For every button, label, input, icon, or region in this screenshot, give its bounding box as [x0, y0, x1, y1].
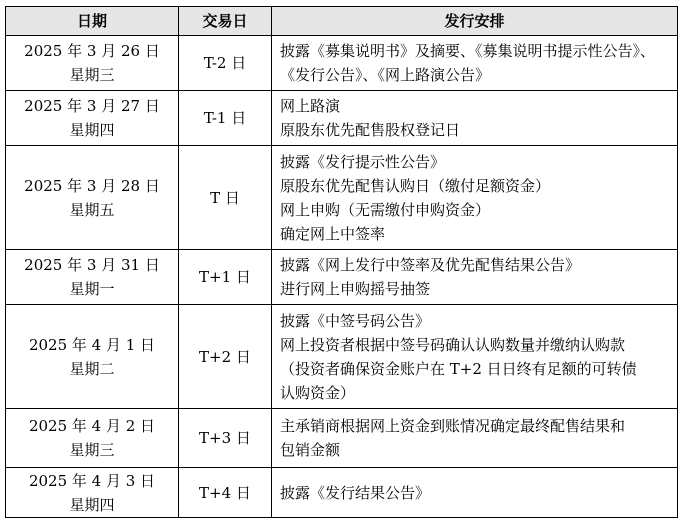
arrangement-line: 主承销商根据网上资金到账情况确定最终配售结果和 [280, 417, 626, 435]
date-cell [6, 409, 179, 468]
date-text: 2025 年 3 月 26 日 [24, 42, 160, 60]
arrangement-line: 网上申购（无需缴付申购资金） [280, 200, 491, 219]
date-text: 2025 年 4 月 1 日 [28, 335, 156, 354]
table-row [6, 36, 678, 91]
weekday-text: 星期二 [69, 359, 115, 378]
table-row [6, 468, 678, 518]
header-trading-day: 交易日 [179, 7, 272, 36]
weekday-text: 星期一 [69, 280, 115, 298]
arrangement-line: 《发行公告》、《网上路演公告》 [280, 66, 491, 84]
header-date: 日期 [6, 7, 179, 36]
arrangement-cell [272, 91, 678, 146]
date-text: 2025 年 4 月 2 日 [28, 417, 156, 435]
trading-day-cell: T+2 日 [179, 305, 272, 409]
table-row [6, 250, 678, 305]
date-text: 2025 年 3 月 28 日 [24, 176, 160, 195]
trading-day-cell: T 日 [179, 146, 272, 250]
trading-day-cell: T-2 日 [179, 36, 272, 91]
arrangement-line: 网上投资者根据中签号码确认认购数量并缴纳认购款 [280, 335, 626, 354]
table-row [6, 146, 678, 250]
weekday-text: 星期五 [69, 200, 115, 219]
arrangement-cell [272, 146, 678, 250]
trading-day-cell: T-1 日 [179, 91, 272, 146]
date-text: 2025 年 4 月 3 日 [28, 471, 156, 490]
arrangement-line: 原股东优先配售股权登记日 [280, 121, 461, 139]
date-cell [6, 305, 179, 409]
arrangement-line: 披露《网上发行中签率及优先配售结果公告》 [280, 256, 581, 274]
date-cell [6, 146, 179, 250]
arrangement-line: 网上路演 [280, 97, 341, 115]
date-cell [6, 250, 179, 305]
arrangement-line: 披露《发行提示性公告》 [280, 152, 446, 171]
date-cell [6, 91, 179, 146]
table-header-row [6, 7, 678, 36]
table-row [6, 91, 678, 146]
date-text: 2025 年 3 月 31 日 [24, 256, 160, 274]
table-row [6, 305, 678, 409]
arrangement-cell [272, 468, 678, 518]
arrangement-line: 认购资金） [280, 383, 356, 402]
table-row [6, 409, 678, 468]
date-cell [6, 36, 179, 91]
weekday-text: 星期三 [69, 66, 115, 84]
date-cell [6, 468, 179, 518]
arrangement-cell [272, 36, 678, 91]
trading-day-cell: T+1 日 [179, 250, 272, 305]
header-arrangement: 发行安排 [272, 7, 678, 36]
arrangement-line: 披露《募集说明书》及摘要、《募集说明书提示性公告》、 [280, 42, 656, 60]
weekday-text: 星期四 [69, 121, 115, 139]
arrangement-line: 披露《发行结果公告》 [280, 483, 431, 502]
arrangement-cell [272, 305, 678, 409]
arrangement-cell [272, 409, 678, 468]
date-text: 2025 年 3 月 27 日 [24, 97, 160, 115]
arrangement-line: （投资者确保资金账户在 T+2 日日终有足额的可转债 [280, 359, 637, 378]
arrangement-line: 进行网上申购摇号抽签 [280, 280, 431, 298]
trading-day-cell: T+4 日 [179, 468, 272, 518]
arrangement-line: 确定网上中签率 [280, 224, 386, 243]
arrangement-line: 包销金额 [280, 441, 341, 459]
arrangement-cell [272, 250, 678, 305]
arrangement-line: 披露《中签号码公告》 [280, 311, 431, 330]
issuance-schedule-table [5, 6, 678, 518]
weekday-text: 星期三 [69, 441, 115, 459]
weekday-text: 星期四 [69, 495, 115, 514]
arrangement-line: 原股东优先配售认购日（缴付足额资金） [280, 176, 551, 195]
trading-day-cell: T+3 日 [179, 409, 272, 468]
